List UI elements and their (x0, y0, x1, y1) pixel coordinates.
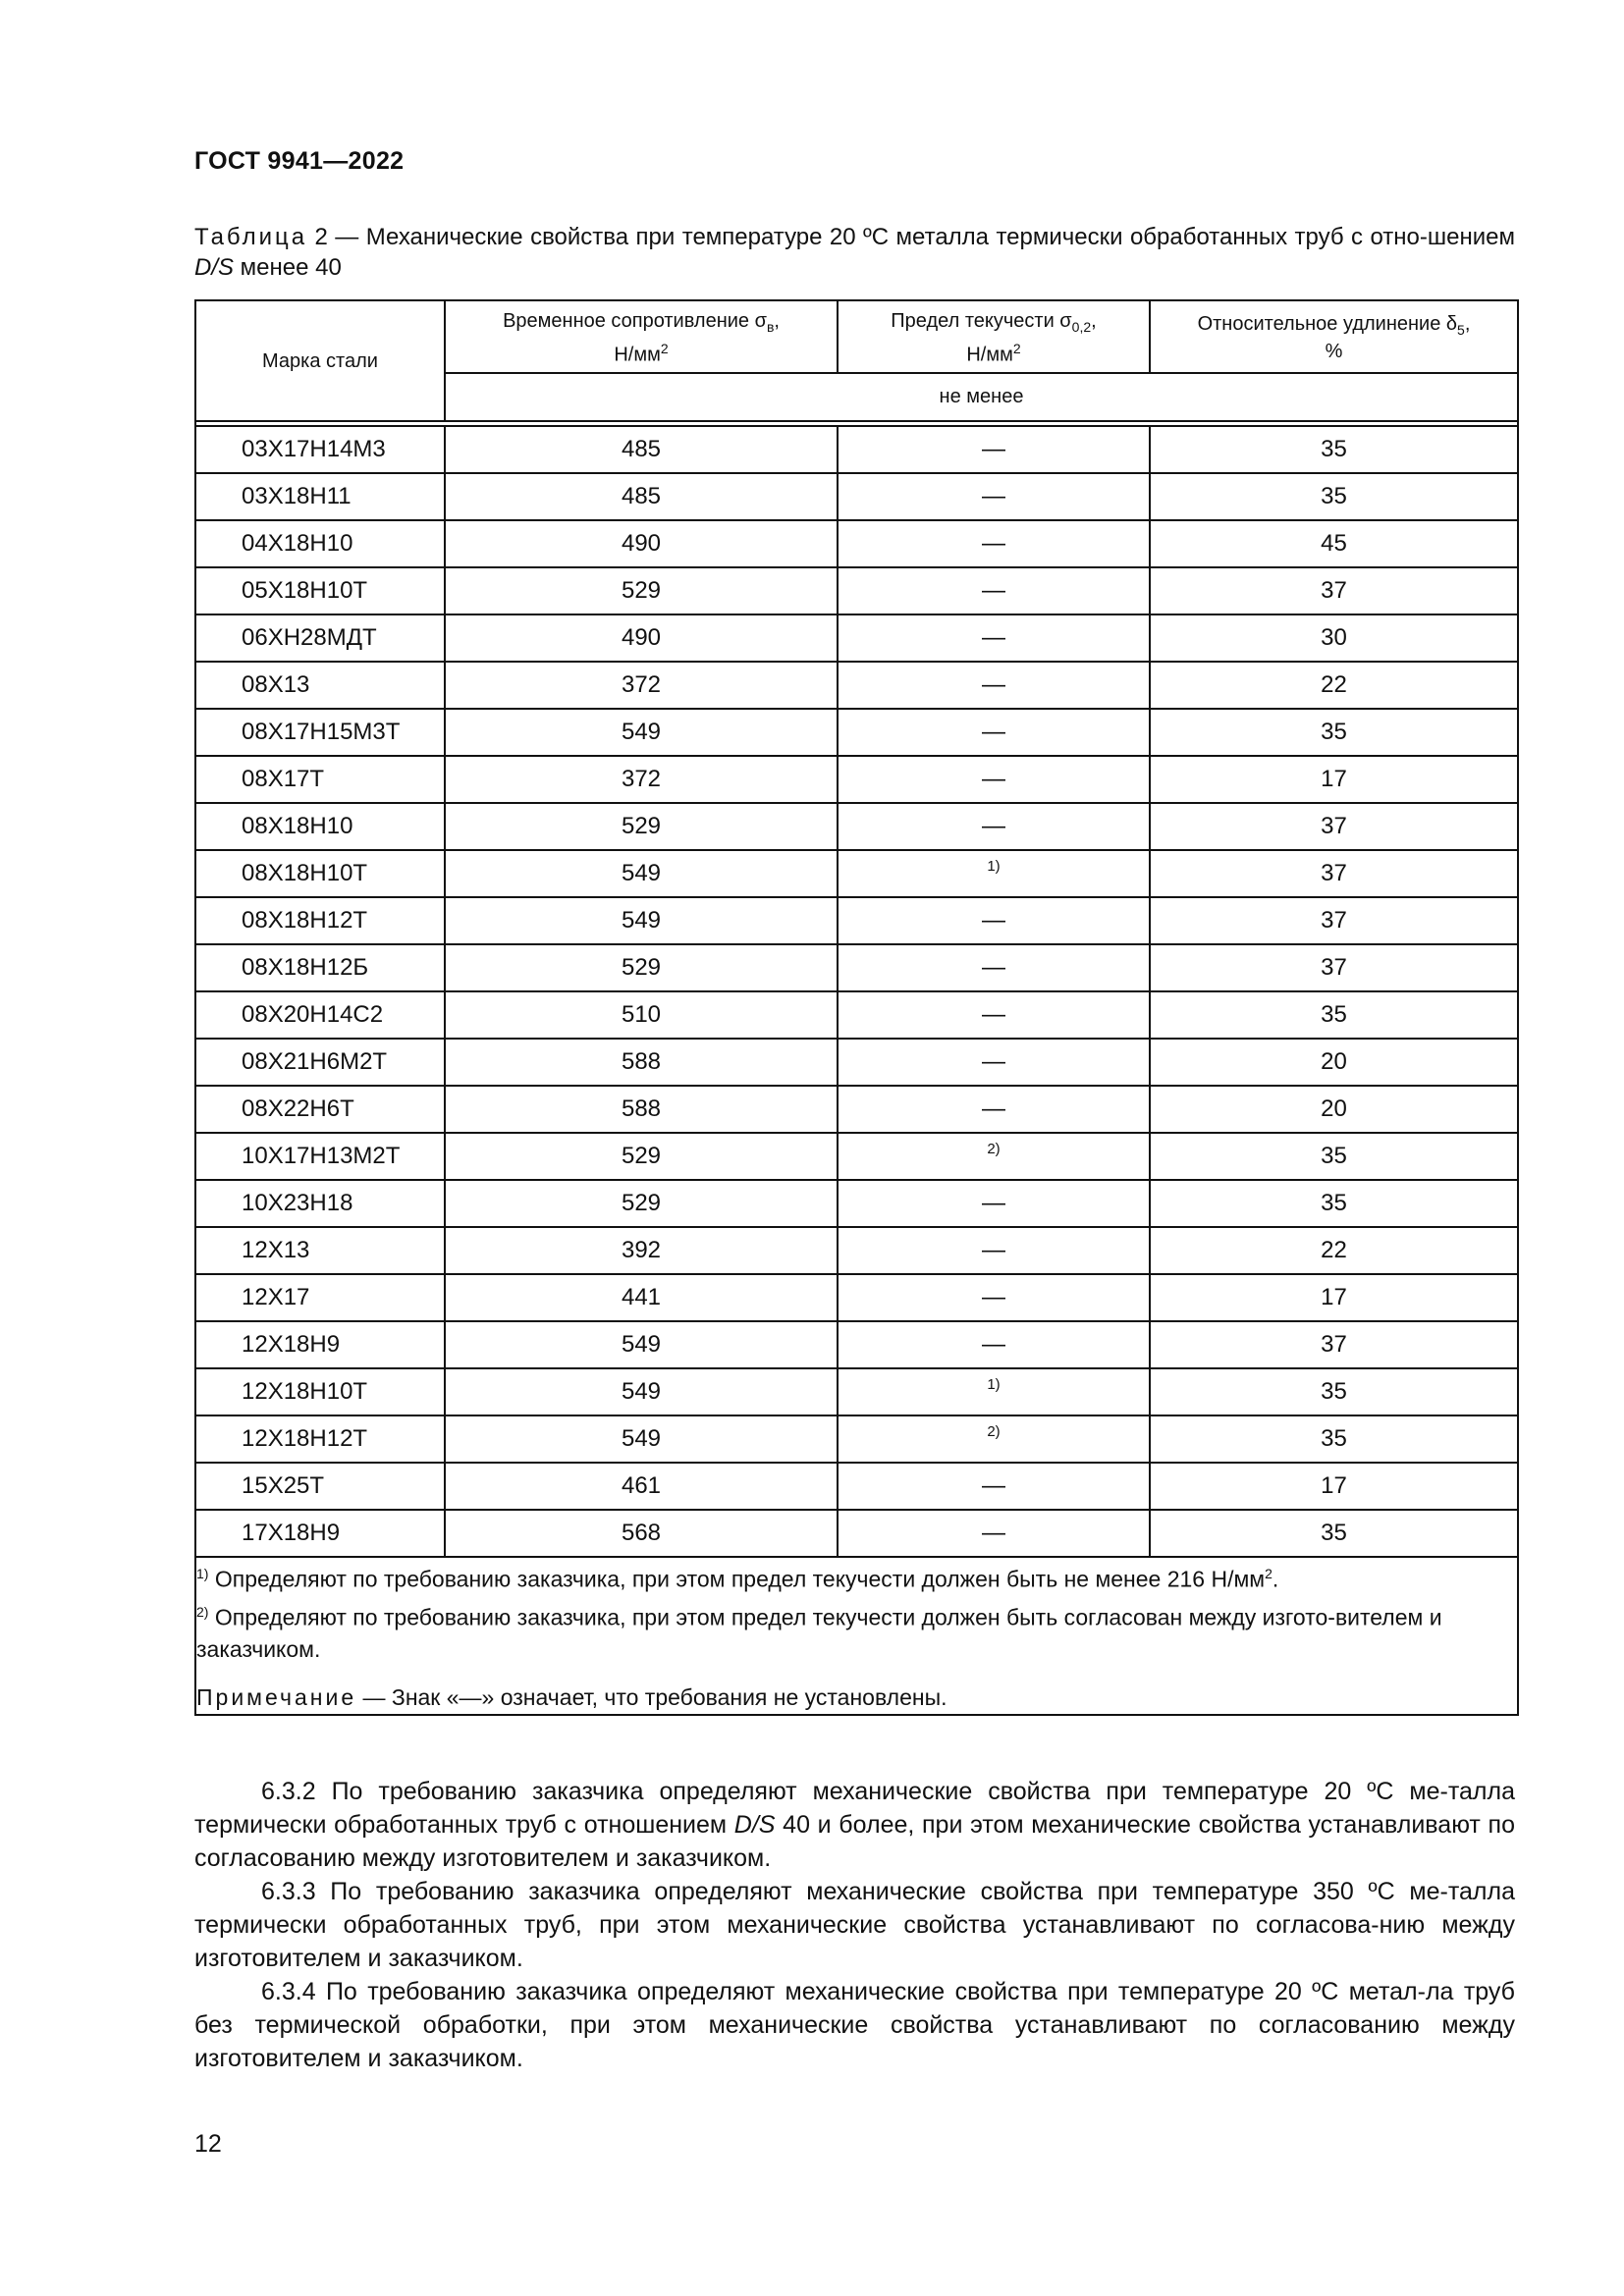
cell-elongation: 17 (1150, 1463, 1518, 1510)
cell-steel-grade: 06ХН28МДТ (195, 614, 445, 662)
cell-steel-grade: 08Х18Н10Т (195, 850, 445, 897)
cell-steel-grade: 12Х18Н9 (195, 1321, 445, 1368)
paragraph-6-3-2: 6.3.2 По требованию заказчика определяют механические свойства при температуре 20 ºС ме-талла термически обработанных труб с отношением D/S 40 и более, при этом механические свойства устанавливают по согласованию между изготовителем и заказчиком. (194, 1778, 1515, 1872)
cell-steel-grade: 15Х25Т (195, 1463, 445, 1510)
cell-yield-strength: — (838, 567, 1150, 614)
cell-tensile-strength: 485 (445, 473, 838, 520)
cell-yield-strength: — (838, 709, 1150, 756)
cell-tensile-strength: 529 (445, 567, 838, 614)
paragraph-6-3-4: 6.3.4 По требованию заказчика определяют механические свойства при температуре 20 ºС метал-ла труб без термической обработки, при этом механические свойства устанавливают по согласованию между изготовителем и заказчиком. (194, 1978, 1515, 2072)
cell-yield-strength: — (838, 1227, 1150, 1274)
cell-yield-strength: 2) (838, 1133, 1150, 1180)
cell-tensile-strength: 461 (445, 1463, 838, 1510)
cell-elongation: 20 (1150, 1039, 1518, 1086)
table-row (195, 944, 1518, 991)
cell-steel-grade: 08Х13 (195, 662, 445, 709)
cell-tensile-strength: 490 (445, 614, 838, 662)
header-not-less: не менее (445, 373, 1518, 421)
cell-yield-strength: — (838, 662, 1150, 709)
table-row (195, 1227, 1518, 1274)
cell-yield-strength: — (838, 1086, 1150, 1133)
table-note: Примечание — Знак «—» означает, что требования не установлены. (196, 1684, 947, 1711)
cell-yield-strength: — (838, 1039, 1150, 1086)
table-row (195, 991, 1518, 1039)
cell-steel-grade: 08Х20Н14С2 (195, 991, 445, 1039)
document-header: ГОСТ 9941—2022 (194, 147, 405, 175)
cell-tensile-strength: 549 (445, 709, 838, 756)
cell-steel-grade: 08Х21Н6М2Т (195, 1039, 445, 1086)
cell-elongation: 37 (1150, 803, 1518, 850)
cell-elongation: 35 (1150, 991, 1518, 1039)
table-row (195, 426, 1518, 473)
cell-elongation: 35 (1150, 1180, 1518, 1227)
cell-steel-grade: 08Х18Н12Т (195, 897, 445, 944)
cell-steel-grade: 12Х18Н12Т (195, 1415, 445, 1463)
cell-tensile-strength: 490 (445, 520, 838, 567)
cell-elongation: 37 (1150, 1321, 1518, 1368)
table-row (195, 1321, 1518, 1368)
cell-steel-grade: 05Х18Н10Т (195, 567, 445, 614)
cell-tensile-strength: 529 (445, 1180, 838, 1227)
table-row (195, 473, 1518, 520)
footnote-1: $^{1)}$ Определяют по требованию заказчика, при этом предел текучести должен быть не менее 216 $Н/мм^2$. (196, 1566, 1279, 1592)
table-row (195, 803, 1518, 850)
cell-elongation: 35 (1150, 426, 1518, 473)
page-number: 12 (194, 2130, 222, 2158)
cell-elongation: 45 (1150, 520, 1518, 567)
cell-yield-strength: — (838, 991, 1150, 1039)
cell-elongation: 35 (1150, 1415, 1518, 1463)
cell-elongation: 37 (1150, 567, 1518, 614)
table-body (195, 426, 1518, 1557)
cell-elongation: 30 (1150, 614, 1518, 662)
header-tensile-strength: Временное сопротивление $\sigma_в$, $Н/мм^2$ (445, 300, 838, 373)
cell-elongation: 35 (1150, 1510, 1518, 1557)
cell-tensile-strength: 588 (445, 1039, 838, 1086)
caption-number: 2 (314, 224, 328, 250)
cell-tensile-strength: 549 (445, 1368, 838, 1415)
cell-elongation: 35 (1150, 709, 1518, 756)
cell-elongation: 37 (1150, 897, 1518, 944)
cell-steel-grade: 12Х18Н10Т (195, 1368, 445, 1415)
header-elongation: Относительное удлинение $\delta_5$, % (1150, 300, 1518, 373)
table-row (195, 1415, 1518, 1463)
cell-steel-grade: 10Х23Н18 (195, 1180, 445, 1227)
cell-tensile-strength: 372 (445, 662, 838, 709)
cell-steel-grade: 08Х18Н12Б (195, 944, 445, 991)
cell-steel-grade: 03Х18Н11 (195, 473, 445, 520)
cell-steel-grade: 12Х17 (195, 1274, 445, 1321)
cell-steel-grade: 12Х13 (195, 1227, 445, 1274)
cell-steel-grade: 04Х18Н10 (195, 520, 445, 567)
cell-tensile-strength: 529 (445, 803, 838, 850)
cell-yield-strength: 1) (838, 850, 1150, 897)
cell-steel-grade: 10Х17Н13М2Т (195, 1133, 445, 1180)
cell-yield-strength: — (838, 1510, 1150, 1557)
table-row (195, 662, 1518, 709)
cell-steel-grade: 08Х17Н15М3Т (195, 709, 445, 756)
table-row (195, 1368, 1518, 1415)
cell-elongation: 35 (1150, 1133, 1518, 1180)
cell-tensile-strength: 549 (445, 1415, 838, 1463)
cell-yield-strength: — (838, 944, 1150, 991)
cell-yield-strength: — (838, 426, 1150, 473)
table-row (195, 850, 1518, 897)
cell-elongation: 35 (1150, 473, 1518, 520)
mechanical-properties-table (194, 299, 1519, 1716)
cell-yield-strength: — (838, 1180, 1150, 1227)
cell-tensile-strength: 529 (445, 944, 838, 991)
cell-elongation: 35 (1150, 1368, 1518, 1415)
table-row (195, 1133, 1518, 1180)
cell-elongation: 17 (1150, 1274, 1518, 1321)
cell-tensile-strength: 568 (445, 1510, 838, 1557)
table-row (195, 1180, 1518, 1227)
table-row (195, 1510, 1518, 1557)
cell-yield-strength: — (838, 520, 1150, 567)
cell-tensile-strength: 549 (445, 897, 838, 944)
cell-yield-strength: — (838, 897, 1150, 944)
table-row (195, 1039, 1518, 1086)
cell-yield-strength: — (838, 1463, 1150, 1510)
body-paragraphs (194, 1775, 1515, 2075)
cell-yield-strength: 2) (838, 1415, 1150, 1463)
table-row (195, 567, 1518, 614)
cell-tensile-strength: 392 (445, 1227, 838, 1274)
cell-elongation: 20 (1150, 1086, 1518, 1133)
table-row (195, 756, 1518, 803)
cell-elongation: 37 (1150, 944, 1518, 991)
cell-yield-strength: — (838, 473, 1150, 520)
cell-steel-grade: 08Х17Т (195, 756, 445, 803)
cell-elongation: 17 (1150, 756, 1518, 803)
cell-steel-grade: 03Х17Н14М3 (195, 426, 445, 473)
table-row (195, 614, 1518, 662)
cell-steel-grade: 17Х18Н9 (195, 1510, 445, 1557)
cell-tensile-strength: 529 (445, 1133, 838, 1180)
table-footnotes (195, 1557, 1518, 1715)
caption-text-1: — Механические свойства при температуре 20 ºС металла термически обработанных труб с отно-шением (327, 224, 1515, 250)
caption-prefix: Таблица (194, 224, 308, 250)
cell-tensile-strength: 372 (445, 756, 838, 803)
cell-tensile-strength: 549 (445, 850, 838, 897)
cell-yield-strength: — (838, 614, 1150, 662)
cell-tensile-strength: 588 (445, 1086, 838, 1133)
cell-tensile-strength: 510 (445, 991, 838, 1039)
cell-elongation: 37 (1150, 850, 1518, 897)
table-row (195, 709, 1518, 756)
cell-yield-strength: — (838, 756, 1150, 803)
table-row (195, 897, 1518, 944)
table-row (195, 1274, 1518, 1321)
table-row (195, 1463, 1518, 1510)
cell-steel-grade: 08Х18Н10 (195, 803, 445, 850)
cell-yield-strength: 1) (838, 1368, 1150, 1415)
header-yield-strength: Предел текучести $\sigma_{0,2}$, $Н/мм^2$ (838, 300, 1150, 373)
paragraph-6-3-3: 6.3.3 По требованию заказчика определяют механические свойства при температуре 350 ºС ме-талла термически обработанных труб, при этом механические свойства устанавливают по согласова-нию между изготовителем и заказчиком. (194, 1878, 1515, 1972)
cell-elongation: 22 (1150, 1227, 1518, 1274)
cell-tensile-strength: 549 (445, 1321, 838, 1368)
table-caption (194, 222, 1515, 283)
caption-text-2: менее 40 (234, 254, 342, 281)
table-row (195, 520, 1518, 567)
cell-steel-grade: 08Х22Н6Т (195, 1086, 445, 1133)
cell-tensile-strength: 441 (445, 1274, 838, 1321)
caption-ds: D/S (194, 254, 235, 281)
cell-elongation: 22 (1150, 662, 1518, 709)
table-row (195, 1086, 1518, 1133)
cell-yield-strength: — (838, 1321, 1150, 1368)
cell-yield-strength: — (838, 1274, 1150, 1321)
cell-yield-strength: — (838, 803, 1150, 850)
cell-tensile-strength: 485 (445, 426, 838, 473)
footnote-2: $^{2)}$ Определяют по требованию заказчика, при этом предел текучести должен быть согласован между изгото-вителем и заказчиком. (196, 1603, 1442, 1663)
header-steel-grade: Марка стали (195, 300, 445, 421)
